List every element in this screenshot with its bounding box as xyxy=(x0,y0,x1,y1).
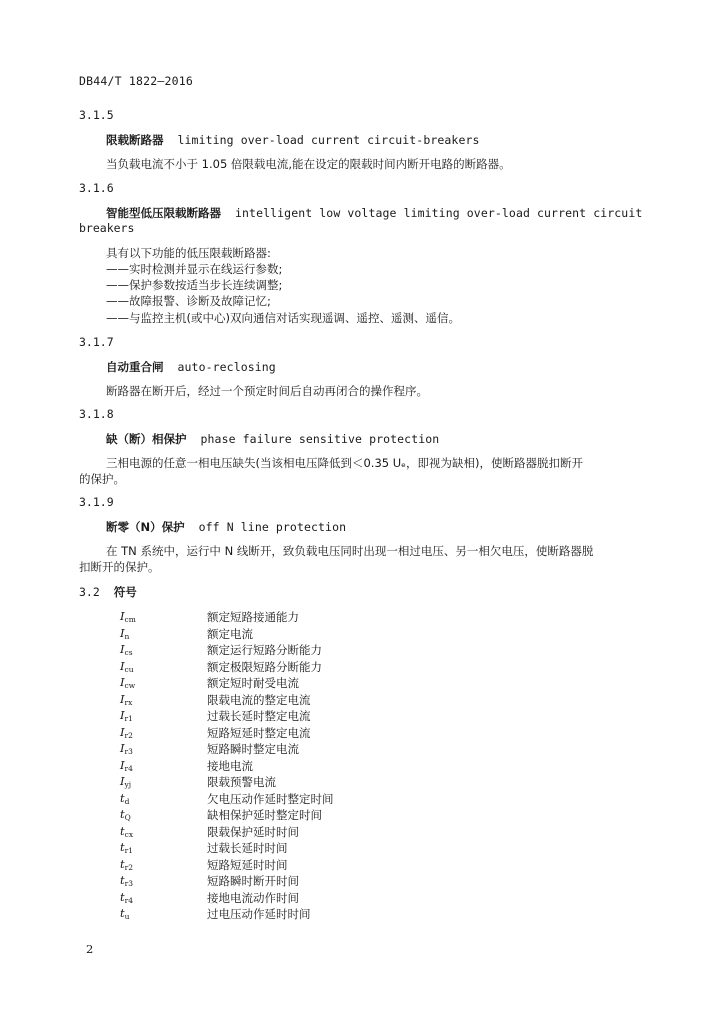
symbol-main: I xyxy=(120,626,125,640)
term-english-continuation: breakers xyxy=(79,221,135,235)
symbol-subscript: d xyxy=(124,797,130,806)
clause-definition: 在 TN 系统中，运行中 N 线断开，致负载电压同时出现一相过电压、另一相欠电压，使断路器脱 xyxy=(106,544,594,558)
symbol-subscript: u xyxy=(124,912,130,921)
clause-definition: 具有以下功能的低压限载断路器: xyxy=(106,246,271,260)
symbol xyxy=(120,857,133,872)
document-code-header: DB44/T 1822—2016 xyxy=(79,74,193,88)
symbol-description: 缺相保护延时整定时间 xyxy=(207,808,322,822)
clause-number: 3.1.5 xyxy=(79,108,114,122)
symbol xyxy=(120,626,129,641)
symbol-main: t xyxy=(120,840,125,854)
term-english: intelligent low voltage limiting over-load current circuit xyxy=(235,206,643,220)
symbol-description: 短路短延时时间 xyxy=(207,858,288,872)
clause-term xyxy=(106,132,480,148)
symbol-description: 短路瞬时断开时间 xyxy=(207,874,299,888)
clause-number: 3.1.8 xyxy=(79,407,114,421)
symbol xyxy=(120,906,129,921)
symbol xyxy=(120,774,131,789)
symbol-description: 限载保护延时时间 xyxy=(207,825,299,839)
symbol-description: 短路短延时整定电流 xyxy=(207,726,311,740)
symbol-description: 额定运行短路分断能力 xyxy=(207,643,322,657)
term-chinese: 自动重合闸 xyxy=(106,360,164,374)
clause-list-item: ——与监控主机(或中心)双向通信对话实现遥调、遥控、遥测、遥信。 xyxy=(106,311,460,325)
symbol-subscript: n xyxy=(124,632,130,641)
term-english: limiting over-load current circuit-breakers xyxy=(177,133,480,147)
symbol-main: t xyxy=(120,824,125,838)
symbol-main: I xyxy=(120,708,125,722)
symbol-main: t xyxy=(120,873,125,887)
symbol xyxy=(120,824,133,839)
term-chinese: 缺（断）相保护 xyxy=(106,432,187,446)
symbol xyxy=(120,741,133,756)
clause-number: 3.1.7 xyxy=(79,335,114,349)
symbol-main: I xyxy=(120,675,125,689)
symbol-main: I xyxy=(120,774,125,788)
symbol-subscript: r1 xyxy=(124,846,133,855)
symbol xyxy=(120,692,132,707)
clause-number: 3.1.9 xyxy=(79,495,114,509)
symbol xyxy=(120,840,133,855)
symbol-subscript: r3 xyxy=(124,747,133,756)
symbol-subscript: r4 xyxy=(124,896,133,905)
symbol-main: t xyxy=(120,857,125,871)
symbol-subscript: cu xyxy=(124,665,134,674)
symbol-subscript: cm xyxy=(124,615,136,624)
term-english: auto-reclosing xyxy=(177,360,276,374)
clause-definition: 当负载电流不小于 1.05 倍限载电流,能在设定的限载时间内断开电路的断路器。 xyxy=(106,157,511,171)
symbol-subscript: cs xyxy=(124,648,133,657)
clause-definition-continuation: 扣断开的保护。 xyxy=(79,560,160,574)
section-number: 3.2 xyxy=(79,585,100,599)
symbol xyxy=(120,708,133,723)
symbol-main: I xyxy=(120,642,125,656)
symbol-main: I xyxy=(120,741,125,755)
symbol-main: I xyxy=(120,758,125,772)
symbol-main: t xyxy=(120,890,125,904)
page-number: 2 xyxy=(86,942,94,956)
symbol-subscript: rx xyxy=(124,698,133,707)
symbol-main: t xyxy=(120,791,125,805)
symbol xyxy=(120,807,131,822)
symbol-main: t xyxy=(120,807,125,821)
symbol xyxy=(120,609,136,624)
clause-number: 3.1.6 xyxy=(79,181,114,195)
term-english: off N line protection xyxy=(198,520,347,534)
clause-term xyxy=(106,205,642,221)
term-chinese: 断零（N）保护 xyxy=(106,520,185,534)
symbol-subscript: cx xyxy=(124,830,134,839)
symbol-subscript: Q xyxy=(124,813,131,822)
symbol-description: 额定电流 xyxy=(207,627,253,641)
symbol-subscript: r2 xyxy=(124,863,133,872)
symbol-main: I xyxy=(120,659,125,673)
symbol-main: I xyxy=(120,725,125,739)
clause-definition: 断路器在断开后，经过一个预定时间后自动再闭合的操作程序。 xyxy=(106,384,428,398)
symbol-subscript: r1 xyxy=(124,714,133,723)
term-english: phase failure sensitive protection xyxy=(200,432,440,446)
symbol-description: 限载预警电流 xyxy=(207,775,276,789)
symbol-subscript: cw xyxy=(124,681,136,690)
symbol-description: 额定极限短路分断能力 xyxy=(207,660,322,674)
symbol-main: I xyxy=(120,692,125,706)
symbol-main: I xyxy=(120,609,125,623)
symbol xyxy=(120,890,133,905)
symbol-description: 过载长延时时间 xyxy=(207,841,288,855)
symbol-description: 过电压动作延时时间 xyxy=(207,907,311,921)
symbol xyxy=(120,873,133,888)
section-title: 符号 xyxy=(113,585,137,599)
symbol-description: 接地电流 xyxy=(207,759,253,773)
symbol-subscript: r2 xyxy=(124,731,133,740)
symbol-description: 欠电压动作延时整定时间 xyxy=(207,792,334,806)
symbol-main: t xyxy=(120,906,125,920)
clause-list-item: ——故障报警、诊断及故障记忆; xyxy=(106,294,271,308)
clause-definition: 三相电源的任意一相电压缺失(当该相电压降低到＜0.35 Uₑ，即视为缺相)，使断路器脱扣断开 xyxy=(106,456,583,470)
clause-term xyxy=(106,519,346,535)
clause-list-item: ——实时检测并显示在线运行参数; xyxy=(106,262,283,276)
symbol xyxy=(120,675,135,690)
term-chinese: 限载断路器 xyxy=(106,133,164,147)
symbol-subscript: r3 xyxy=(124,879,133,888)
symbol-description: 额定短时耐受电流 xyxy=(207,676,299,690)
symbol-subscript: r4 xyxy=(124,764,133,773)
clause-list-item: ——保护参数按适当步长连续调整; xyxy=(106,278,283,292)
symbol xyxy=(120,758,133,773)
symbol-description: 短路瞬时整定电流 xyxy=(207,742,299,756)
clause-term xyxy=(106,359,276,375)
symbol-description: 限载电流的整定电流 xyxy=(207,693,311,707)
symbol-description: 过载长延时整定电流 xyxy=(207,709,311,723)
symbol xyxy=(120,791,129,806)
symbol xyxy=(120,725,133,740)
symbol-subscript: yj xyxy=(124,780,132,789)
symbol xyxy=(120,642,133,657)
symbol xyxy=(120,659,134,674)
section-heading xyxy=(79,584,137,600)
clause-definition-continuation: 的保护。 xyxy=(79,472,125,486)
symbol-description: 额定短路接通能力 xyxy=(207,610,299,624)
symbol-description: 接地电流动作时间 xyxy=(207,891,299,905)
clause-term xyxy=(106,431,439,447)
term-chinese: 智能型低压限载断路器 xyxy=(106,206,221,220)
